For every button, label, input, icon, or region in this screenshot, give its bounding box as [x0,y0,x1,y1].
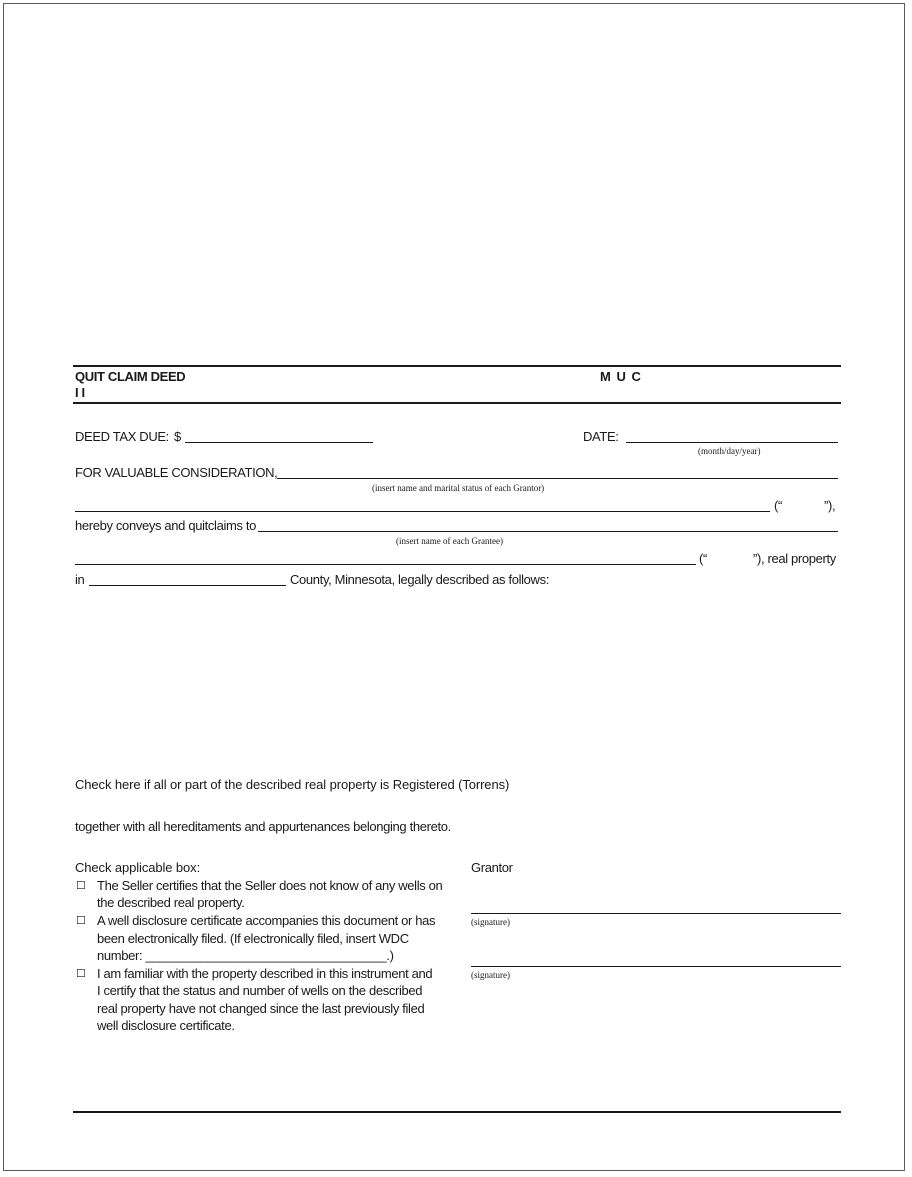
document-title: QUIT CLAIM DEED [75,369,186,384]
checks-heading: Check applicable box: [75,860,201,875]
form-code: M U C [600,369,642,384]
header-bottom-rule [73,402,841,404]
grantee-quote-close: ”), real property [753,551,836,566]
grantor-name-field[interactable] [277,478,838,479]
date-hint: (month/day/year) [698,446,761,456]
check-item-3-line-4: well disclosure certificate. [97,1018,235,1033]
check-item-3-line-3: real property have not changed since the last previously filed [97,1001,425,1016]
deed-tax-label: DEED TAX DUE: [75,429,169,444]
grantor-hint: (insert name and marital status of each Grantor) [372,483,545,493]
check-item-1-line-1: The Seller certifies that the Seller does not know of any wells on [97,878,443,893]
grantee-name-field-2[interactable] [75,564,696,565]
county-prefix: in [75,572,85,587]
date-field[interactable] [626,442,838,443]
grantor-label: Grantor [471,860,513,875]
grantor-quote-open: (“ [774,498,782,513]
deed-tax-field[interactable] [185,442,373,443]
document-subtitle: I I [75,385,85,400]
county-field[interactable] [89,585,286,586]
signature-label-2: (signature) [471,970,510,980]
date-label: DATE: [583,429,619,444]
check-item-2-line-1: A well disclosure certificate accompanies this document or has [97,913,436,928]
checkbox-well-certificate[interactable]: ☐ [76,915,86,927]
check-item-2-line-3: number: ___________________________________.) [97,948,394,963]
grantor-name-field-2[interactable] [75,511,770,512]
document-page [3,3,905,1171]
check-item-2-line-2: been electronically filed. (If electronically filed, insert WDC [97,931,409,946]
signature-label-1: (signature) [471,917,510,927]
torrens-text[interactable]: Check here if all or part of the described real property is Registered (Torrens) [75,777,510,792]
conveys-label: hereby conveys and quitclaims to [75,518,257,533]
signature-line-2[interactable] [471,966,841,967]
check-item-1-line-2: the described real property. [97,895,245,910]
consideration-label: FOR VALUABLE CONSIDERATION, [75,465,278,480]
checkbox-status-unchanged[interactable]: ☐ [76,968,86,980]
county-suffix: County, Minnesota, legally described as follows: [290,572,549,587]
currency-symbol: $ [174,429,181,444]
header-top-rule [73,365,841,367]
appurtenances-text: together with all hereditaments and appurtenances belonging thereto. [75,819,451,834]
footer-rule [73,1111,841,1113]
signature-line-1[interactable] [471,913,841,914]
grantee-quote-open: (“ [699,551,707,566]
checkbox-no-wells[interactable]: ☐ [76,880,86,892]
grantee-name-field[interactable] [258,531,838,532]
grantee-hint: (insert name of each Grantee) [396,536,503,546]
check-item-3-line-1: I am familiar with the property described in this instrument and [97,966,433,981]
grantor-quote-close: ”), [824,498,836,513]
check-item-3-line-2: I certify that the status and number of wells on the described [97,983,423,998]
